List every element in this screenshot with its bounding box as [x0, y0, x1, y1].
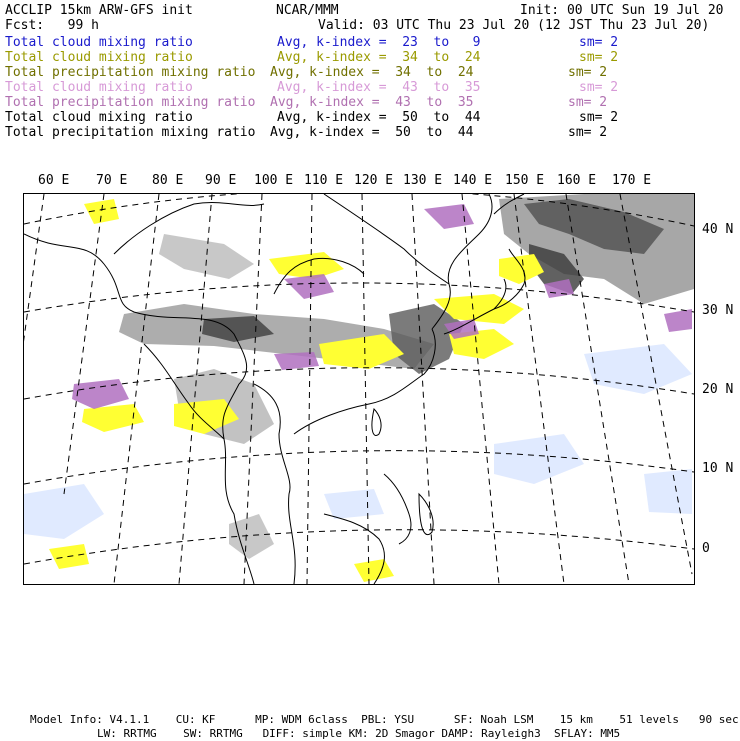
map-canvas	[24, 194, 694, 584]
field-name: Total cloud mixing ratio	[5, 110, 193, 125]
field-avg: Avg, k-index = 43 to 35	[270, 95, 474, 110]
model-info-line-2: LW: RRTMG SW: RRTMG DIFF: simple KM: 2D Smagor DAMP: Rayleigh3 SFLAY: MM5	[97, 727, 621, 740]
lon-label: 140 E	[453, 173, 493, 188]
lon-label: 130 E	[403, 173, 443, 188]
field-avg: Avg, k-index = 34 to 24	[277, 50, 481, 65]
valid-time: Valid: 03 UTC Thu 23 Jul 20 (12 JST Thu 23 Jul 20)	[318, 18, 710, 33]
lon-label: 160 E	[557, 173, 597, 188]
field-sm: sm= 2	[579, 35, 619, 50]
field-avg: Avg, k-index = 23 to 9	[277, 35, 481, 50]
field-name: Total cloud mixing ratio	[5, 50, 193, 65]
lon-label: 60 E	[38, 173, 70, 188]
lon-label: 70 E	[96, 173, 128, 188]
lat-label: 30 N	[702, 303, 734, 318]
field-sm: sm= 2	[579, 110, 619, 125]
forecast-hour: Fcst: 99 h	[5, 18, 99, 33]
field-sm: sm= 2	[568, 65, 608, 80]
model-title: ACCLIP 15km ARW-GFS init	[5, 3, 193, 18]
map-panel	[23, 193, 695, 585]
model-info-line-1: Model Info: V4.1.1 CU: KF MP: WDM 6class PBL: YSU SF: Noah LSM 15 km 51 levels 90 sec	[30, 713, 739, 726]
field-sm: sm= 2	[568, 125, 608, 140]
lon-label: 100 E	[254, 173, 294, 188]
field-sm: sm= 2	[568, 95, 608, 110]
field-sm: sm= 2	[579, 50, 619, 65]
cloud-fields	[24, 194, 694, 582]
lon-label: 120 E	[354, 173, 394, 188]
lon-label: 170 E	[612, 173, 652, 188]
field-avg: Avg, k-index = 34 to 24	[270, 65, 474, 80]
field-avg: Avg, k-index = 43 to 35	[277, 80, 481, 95]
lat-label: 40 N	[702, 222, 734, 237]
lon-label: 90 E	[205, 173, 237, 188]
lat-label: 10 N	[702, 461, 734, 476]
field-name: Total cloud mixing ratio	[5, 80, 193, 95]
field-name: Total precipitation mixing ratio	[5, 65, 256, 80]
organization: NCAR/MMM	[276, 3, 339, 18]
init-time: Init: 00 UTC Sun 19 Jul 20	[520, 3, 724, 18]
field-avg: Avg, k-index = 50 to 44	[277, 110, 481, 125]
lon-label: 80 E	[152, 173, 184, 188]
lat-label: 0	[702, 541, 710, 556]
lat-label: 20 N	[702, 382, 734, 397]
field-avg: Avg, k-index = 50 to 44	[270, 125, 474, 140]
lon-label: 110 E	[304, 173, 344, 188]
field-sm: sm= 2	[579, 80, 619, 95]
field-name: Total precipitation mixing ratio	[5, 95, 256, 110]
field-name: Total precipitation mixing ratio	[5, 125, 256, 140]
lon-label: 150 E	[505, 173, 545, 188]
field-name: Total cloud mixing ratio	[5, 35, 193, 50]
